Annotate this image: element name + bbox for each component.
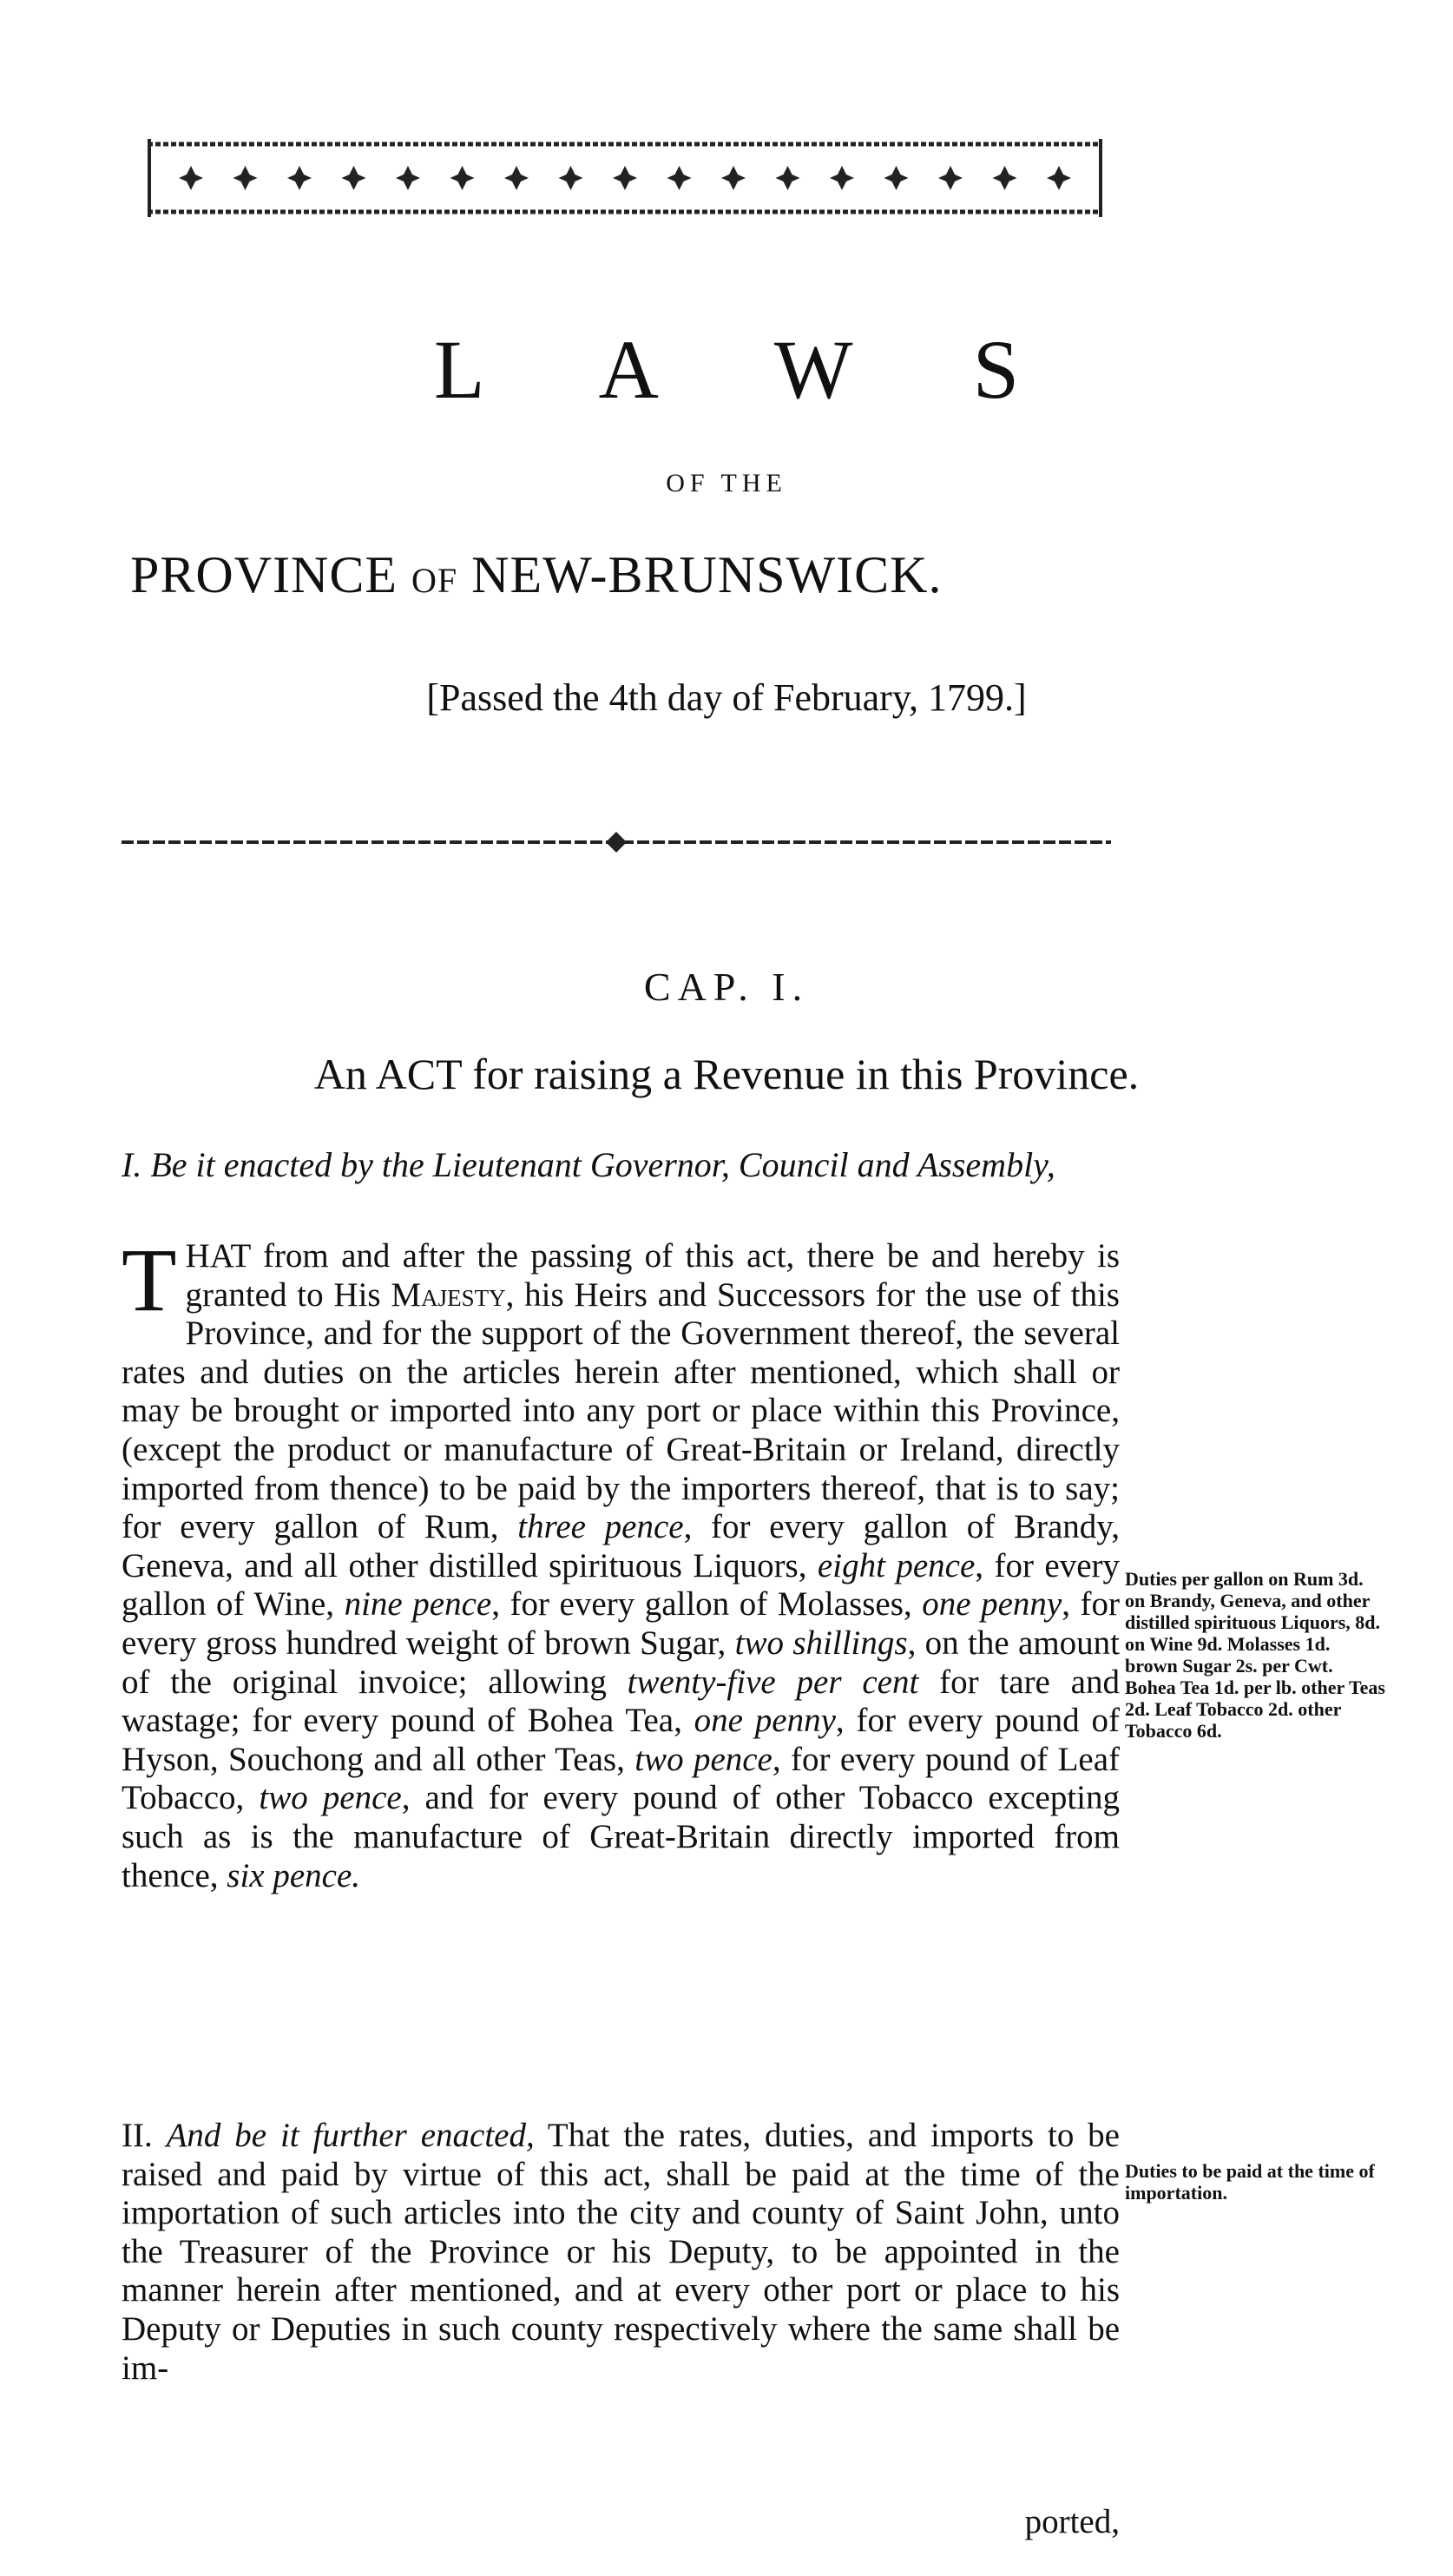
majesty-word: Majesty	[391, 1275, 506, 1314]
other-tobacco-duty: six pence.	[227, 1856, 361, 1894]
drop-cap: T	[122, 1230, 177, 1330]
ornament-flower-icon	[504, 166, 529, 190]
ornament-flower-icon	[613, 166, 637, 190]
title-of-the: OF THE	[666, 469, 787, 497]
wine-duty: nine pence	[344, 1585, 492, 1624]
divider-rule	[122, 829, 1111, 855]
ornament-flower-icon	[938, 166, 963, 190]
ornament-flower-icon	[559, 166, 583, 190]
bohea-duty: one penny	[694, 1702, 836, 1740]
ornament-flower-icon	[287, 166, 312, 190]
ornament-flower-icon	[721, 166, 746, 190]
paragraph-one: THAT from and after the passing of this act, there be and hereby is granted to His Majesty, his Heirs and Successors for the use of this Province, and for the support of the Government thereof, the several rates and duties on the articles herein after mentioned, which shall or may be brought or imported into any port or place within this Province, (except the product or manufacture of Great-Britain or Ireland, directly imported from thence) to be paid by the importers thereof, that is to say; for every gallon of Rum, three pence, for every gallon of Brandy, Geneva, and all other distilled spirituous Liquors, eight pence, for every gallon of Wine, nine pence, for every gallon of Molasses, one penny, for every gross hundred weight of brown Sugar, two shillings, on the amount of the original invoice; allowing twenty-five per cent for tare and wastage; for every pound of Bohea Tea, one penny, for every pound of Hyson, Souchong and all other Teas, two pence, for every pound of Leaf Tobacco, two pence, and for every pound of other Tobacco excepting such as is the manufacture of Great-Britain directly imported from thence, six pence.	[122, 1230, 1121, 1894]
ornament-flower-icon	[667, 166, 692, 190]
ornament-flower-icon	[884, 166, 909, 190]
chapter-heading: CAP. I.	[643, 965, 810, 1009]
further-enacted: And be it further enacted,	[166, 2117, 535, 2154]
ornament-flower-icon	[396, 166, 420, 190]
section-number: II.	[122, 2117, 167, 2154]
leaf-tobacco-duty: two pence	[259, 1779, 402, 1817]
ornament-flower-icon	[830, 166, 854, 190]
act-title: An ACT for raising a Revenue in this Province.	[313, 1050, 1140, 1098]
enacting-clause: I. Be it enacted by the Lieutenant Governor, Council and Assembly,	[122, 1145, 1055, 1184]
margin-note-payment-time: Duties to be paid at the time of importation.	[1125, 2160, 1375, 2204]
title-province-name: NEW-BRUNSWICK.	[471, 546, 943, 603]
catchword: ported,	[1024, 2503, 1120, 2540]
ornament-flower-icon	[450, 166, 475, 190]
ornament-flower-icon	[776, 166, 800, 190]
ornament-flower-icon	[1047, 166, 1071, 190]
passed-date: [Passed the 4th day of February, 1799.]	[426, 676, 1027, 719]
molasses-duty: one penny	[922, 1585, 1062, 1624]
divider-ornament-icon	[122, 829, 1111, 855]
ornament-flower-icon	[233, 166, 258, 190]
margin-note-duties: Duties per gallon on Rum 3d. on Brandy, Geneva, and other distilled spirituous Liquors, 8d. on Wine 9d. Molasses 1d. brown Sugar 2s. per Cwt. Bohea Tea 1d. per lb. other Teas 2d. Leaf Tobacco 2d. other Tobacco 6d.	[1125, 1568, 1385, 1742]
sugar-duty: two shillings	[734, 1624, 908, 1662]
title-laws: L A W S	[433, 323, 1070, 416]
ornamental-header-band	[139, 130, 1111, 226]
ornament-icon	[139, 130, 1111, 226]
tare-allowance: twenty-five per cent	[627, 1663, 919, 1701]
teas-duty: two pence	[634, 1740, 773, 1778]
ornament-flower-icon	[179, 166, 203, 190]
paragraph-two: II. And be it further enacted, That the rates, duties, and imports to be raised and paid by virtue of this act, shall be paid at the time of the importation of such articles into the city and county of Saint John, unto the Treasurer of the Province or his Deputy, to be appointed in the manner herein after mentioned, and at every other port or place to his Deputy or Deputies in such county respectively where the same shall be im-	[122, 2117, 1120, 2387]
rum-duty: three pence	[517, 1508, 684, 1546]
title-province	[130, 545, 1111, 605]
ornament-flower-icon	[342, 166, 366, 190]
title-province-word: PROVINCE	[130, 546, 398, 603]
ornament-flower-icon	[993, 166, 1017, 190]
spirits-duty: eight pence	[817, 1546, 976, 1584]
title-province-of: OF	[411, 561, 458, 600]
